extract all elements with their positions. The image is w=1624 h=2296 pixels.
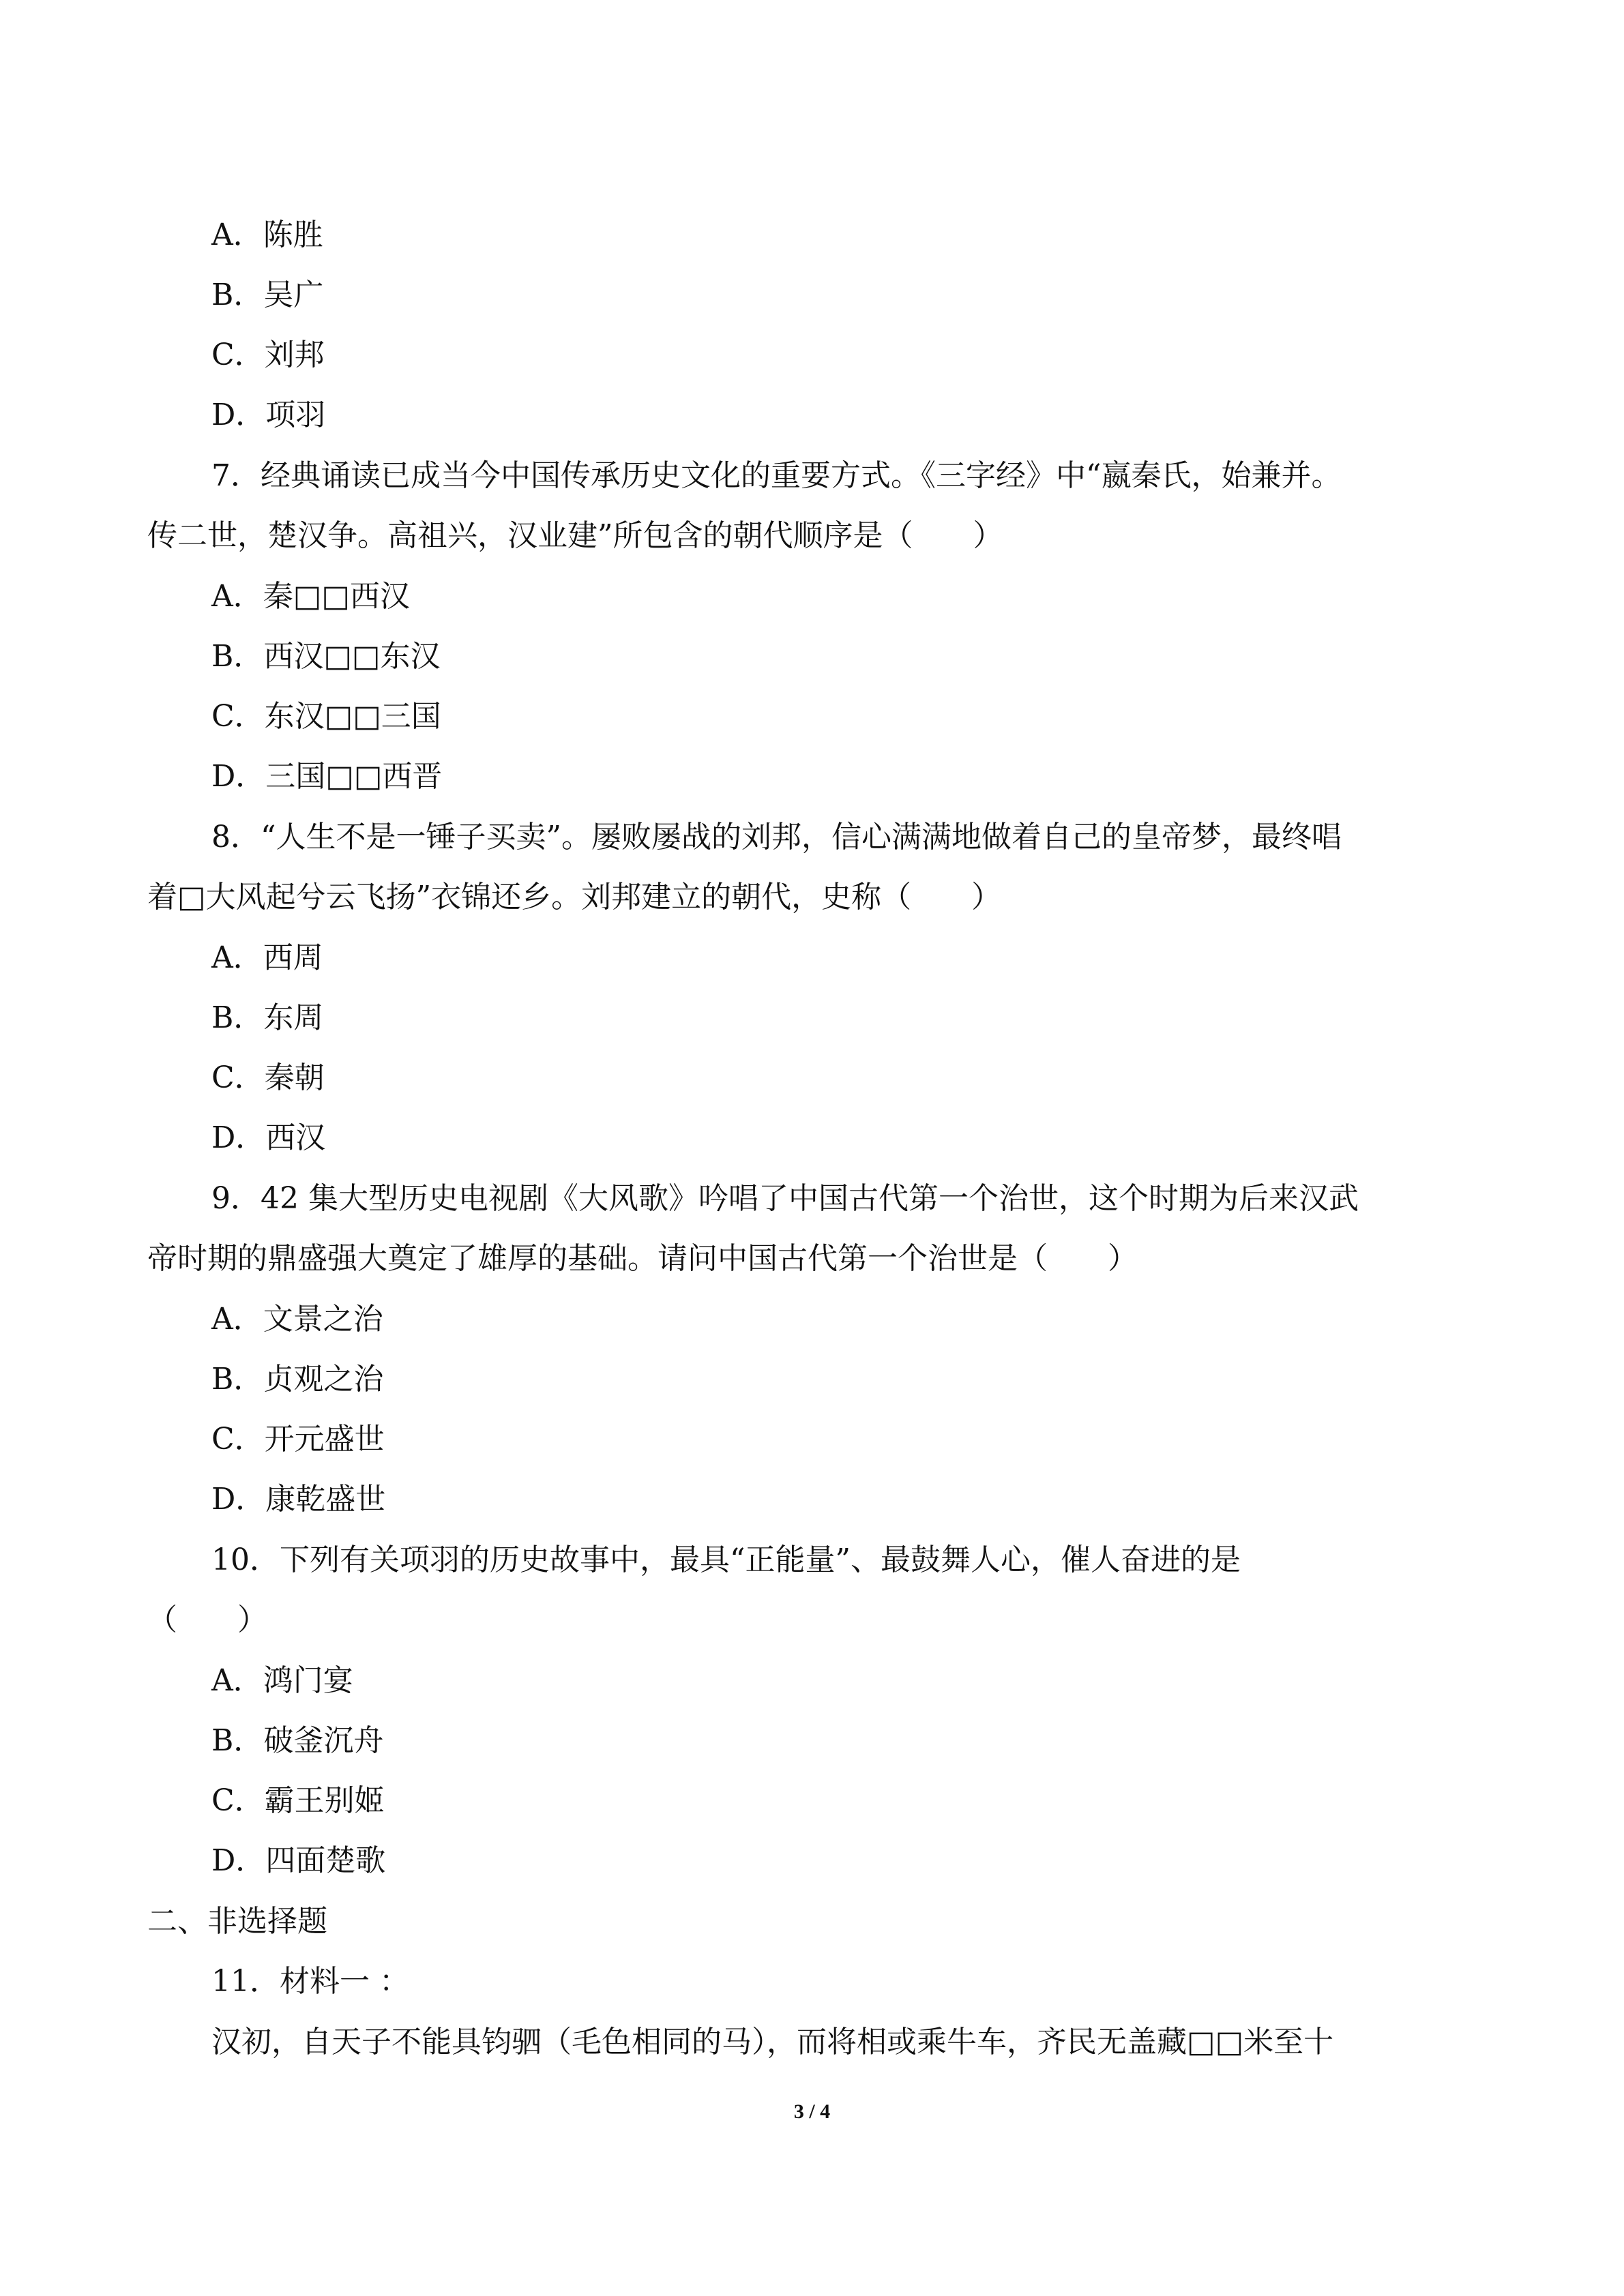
q7-option-b: B．西汉□□东汉 [211, 639, 441, 674]
q10-option-c: C．霸王别姬 [211, 1783, 385, 1818]
q6-option-c: C．刘邦 [211, 338, 325, 372]
q10-stem-line1: 10．下列有关项羽的历史故事中，最具“正能量”、最鼓舞人心，催人奋进的是 [211, 1542, 1241, 1577]
q7-stem-line2: 传二世，楚汉争。高祖兴，汉业建”所包含的朝代顺序是（ ） [147, 518, 1003, 553]
q9-option-c: C．开元盛世 [211, 1422, 385, 1457]
q6-option-a: A．陈胜 [211, 218, 323, 252]
q8-option-a: A．西周 [211, 940, 323, 975]
q8-option-b: B．东周 [211, 1000, 324, 1035]
q11-label: 11．材料一 ： [211, 1964, 409, 1999]
section2-heading: 二、非选择题 [147, 1904, 327, 1939]
q9-option-b: B．贞观之治 [211, 1362, 384, 1397]
q6-option-d: D．项羽 [211, 398, 326, 432]
q9-option-d: D．康乾盛世 [211, 1482, 386, 1517]
q11-material-text: 汉初，自天子不能具钧驷（毛色相同的马），而将相或乘牛车，齐民无盖藏□□米至十 [211, 2025, 1334, 2059]
q7-stem-line1: 7．经典诵读已成当今中国传承历史文化的重要方式。《三字经》中“嬴秦氏，始兼并。 [211, 458, 1342, 493]
page-number: 3 / 4 [793, 2100, 831, 2123]
q6-option-b: B．吴广 [211, 278, 324, 312]
q7-option-d: D．三国□□西晋 [211, 759, 443, 794]
q10-option-a: A．鸿门宴 [211, 1663, 353, 1698]
q8-option-d: D．西汉 [211, 1120, 326, 1155]
q7-option-a: A．秦□□西汉 [211, 579, 410, 614]
q10-stem-line2: （ ） [147, 1602, 267, 1637]
q7-option-c: C．东汉□□三国 [211, 699, 441, 734]
q10-option-b: B．破釜沉舟 [211, 1723, 384, 1758]
q8-stem-line2: 着□大风起兮云飞扬”衣锦还乡。刘邦建立的朝代，史称（ ） [147, 880, 1002, 914]
q9-option-a: A．文景之治 [211, 1302, 383, 1337]
q8-stem-line1: 8．“人生不是一锤子买卖”。屡败屡战的刘邦，信心满满地做着自己的皇帝梦，最终唱 [211, 820, 1342, 854]
q9-stem-line1: 9．42 集大型历史电视剧《大风歌》吟唱了中国古代第一个治世，这个时期为后来汉武 [211, 1181, 1359, 1216]
q8-option-c: C．秦朝 [211, 1060, 325, 1095]
q9-stem-line2: 帝时期的鼎盛强大奠定了雄厚的基础。请问中国古代第一个治世是（ ） [147, 1241, 1138, 1276]
q10-option-d: D．四面楚歌 [211, 1843, 386, 1878]
